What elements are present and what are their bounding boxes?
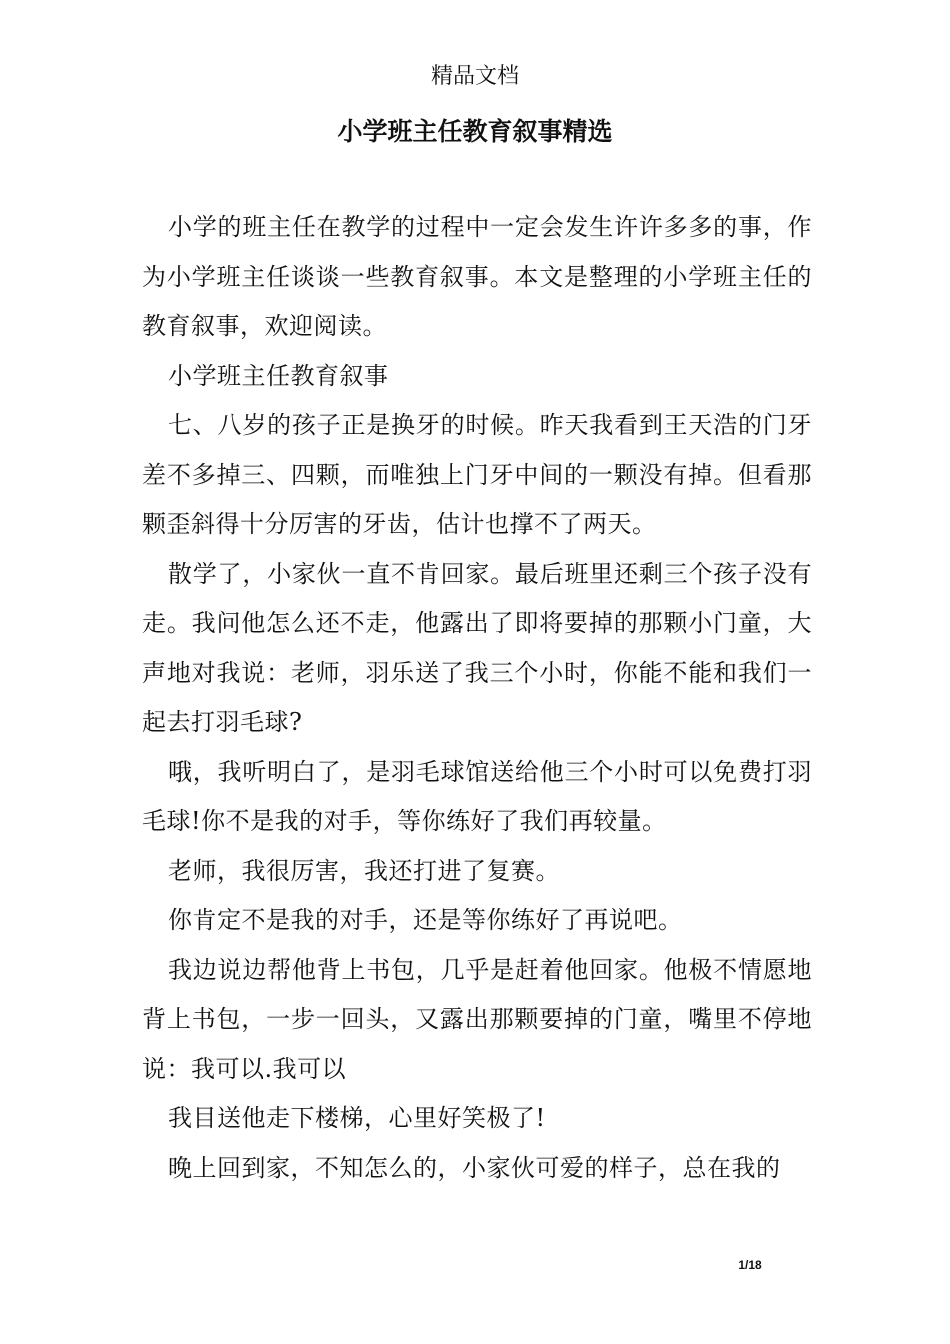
paragraph: 散学了，小家伙一直不肯回家。最后班里还剩三个孩子没有走。我问他怎么还不走，他露出了即将要掉的那颗小门童，大声地对我说：老师，羽乐送了我三个小时，你能不能和我们一起去打羽毛球? — [142, 559, 812, 736]
section-heading: 小学班主任教育叙事 — [168, 361, 389, 390]
paragraph: 哦，我听明白了，是羽毛球馆送给他三个小时可以免费打羽毛球!你不是我的对手，等你练好了我们再较量。 — [142, 757, 812, 835]
document-body — [142, 203, 812, 1193]
page-header: 精品文档 — [430, 64, 519, 89]
document-title: 小学班主任教育叙事精选 — [337, 117, 613, 146]
page-number: 1/18 — [738, 1258, 762, 1272]
paragraph: 晚上回到家，不知怎么的，小家伙可爱的样子，总在我的 — [168, 1153, 781, 1182]
paragraph: 七、八岁的孩子正是换牙的时候。昨天我看到王天浩的门牙差不多掉三、四颗，而唯独上门牙中间的一颗没有掉。但看那颗歪斜得十分厉害的牙齿，估计也撑不了两天。 — [142, 411, 812, 538]
paragraph: 你肯定不是我的对手，还是等你练好了再说吧。 — [168, 906, 683, 934]
paragraph: 我边说边帮他背上书包，几乎是赶着他回家。他极不情愿地背上书包，一步一回头，又露出那颗要掉的门童，嘴里不停地说：我可以.我可以 — [142, 955, 812, 1083]
paragraph: 小学的班主任在教学的过程中一定会发生许许多多的事，作为小学班主任谈谈一些教育叙事。本文是整理的小学班主任的教育叙事，欢迎阅读。 — [142, 213, 812, 340]
paragraph: 老师，我很厉害，我还打进了复赛。 — [168, 856, 560, 885]
paragraph: 我目送他走下楼梯，心里好笑极了! — [168, 1104, 546, 1132]
